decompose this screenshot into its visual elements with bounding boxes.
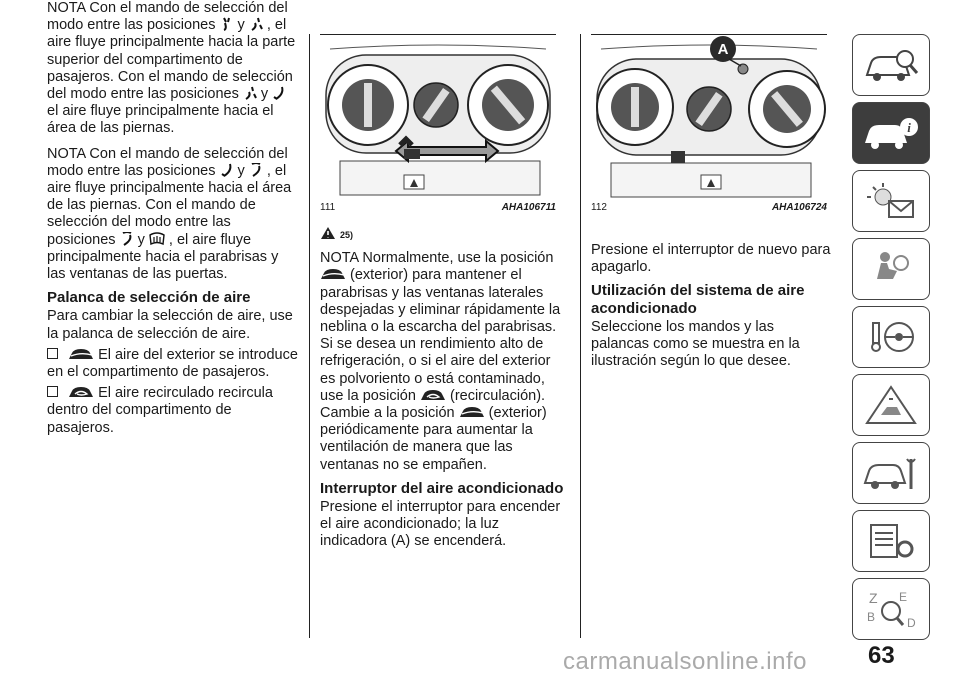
nota-1-text-a: NOTA Con el mando de selección del modo entre las posiciones [47,0,288,34]
sidebar-tab-warning-lights[interactable] [852,170,930,232]
ac-off-text: Presione el interruptor de nuevo para apagarlo. [591,242,831,276]
nota-1-text-b: , el aire fluye principalmente hacia la parte superior del compartimento de pasajeros. Con el mando de selección del modo entre las posiciones [47,17,296,103]
ac-switch-text: Presione el interruptor para encender el aire acondicionado; la luz indicadora (A) se encenderá. [320,499,561,550]
mode-feet-icon [272,86,286,100]
index-az-icon [863,587,919,631]
svg-text:i: i [907,120,911,135]
nota-3-text-d: (exterior) periódicamente para aumentar la ventilación de manera que las ventanas no se empañen. [320,405,547,473]
bullet-recirc-text: El aire recirculado recircula dentro del compartimento de pasajeros. [47,385,273,436]
sidebar-tab-settings-list[interactable] [852,510,930,572]
bullet-recirc-air [47,385,299,437]
car-wrench-icon [863,453,919,493]
climate-panel-ac-illustration [591,35,827,201]
car-search-icon [863,45,919,85]
intro-text: Para cambiar la selección de aire, use la palanca de selección de aire. [47,308,293,342]
climate-panel-illustration [320,35,556,201]
nota-2-text-b: , el aire fluye principalmente hacia el área de las piernas. Con el mando de selección del modo entre las posiciones [47,162,292,248]
column-divider [309,34,310,638]
column-1 [47,0,299,441]
nota-1 [47,0,299,138]
settings-list-icon [863,521,919,561]
column-3 [591,242,831,374]
mode-feet-defrost-icon [120,232,134,246]
y-text: y [137,231,145,248]
mode-face-icon [220,17,234,31]
fresh-air-icon [68,347,94,361]
mode-feet-icon [220,163,234,177]
sidebar-tab-index[interactable] [852,578,930,640]
watermark: carmanualsonline.info [563,648,807,675]
section-heading-ac-switch: Interruptor del aire acondicionado [320,479,564,497]
mode-defrost-icon [149,232,165,246]
callout-a-label: A [717,41,729,58]
sidebar-tab-car-wrench[interactable] [852,442,930,504]
mode-face-feet-icon [243,86,257,100]
warning-ref [320,226,568,244]
sidebar-tab-car-search[interactable] [852,34,930,96]
nota-1-text-c: el aire fluye principalmente hacia el área de las piernas. [47,103,274,137]
nota-3-text-b: (exterior) para mantener el parabrisas y las ventanas laterales despejadas y eliminar rápidamente la neblina o la escarcha del parabrisas. Si se desea un rendimiento alto de refrigeración, o si el aire del exterior es polvoriento o está contaminado, use la posición [320,267,561,404]
mode-face-feet-icon [249,17,263,31]
page-number: 63 [868,642,895,669]
car-info-icon [863,113,919,153]
y-text: y [260,86,269,103]
svg-text:D: D [907,616,916,630]
recirculation-icon [420,388,446,402]
bullet-box [47,386,58,397]
figure-112 [591,34,827,201]
svg-text:Z: Z [869,590,878,606]
bullet-box [47,348,58,359]
bullet-fresh-air-text: El aire del exterior se introduce en el compartimento de pasajeros. [47,346,298,381]
sidebar-tab-car-info[interactable] [852,102,930,164]
warning-ref-number: 25) [340,230,354,240]
figure-code: AHA106724 [771,202,827,213]
fresh-air-icon [459,405,485,419]
fresh-air-icon [320,267,346,281]
nota-2-text-a: NOTA Con el mando de selección del modo entre las posiciones [47,145,288,179]
figure-code: AHA106711 [501,202,556,213]
road-warning-icon [863,385,919,425]
svg-text:E: E [899,590,908,604]
svg-text:B: B [867,610,876,624]
chapter-sidebar [852,34,932,646]
y-text: y [237,17,245,34]
recirculation-icon [68,385,94,399]
nota-2 [47,146,299,284]
section-heading-air-lever: Palanca de selección de aire [47,289,251,307]
bullet-fresh-air [47,347,299,381]
nota-3-text-c: (recirculación). Cambie a la posición [320,387,546,422]
ac-usage-text: Seleccione los mandos y las palancas como se muestra en la ilustración según lo que desee. [591,318,800,370]
y-text: y [237,162,245,179]
nota-3-text-a: NOTA Normalmente, use la posición [320,250,554,267]
column-2 [320,226,568,555]
figure-number: 111 [320,202,336,213]
warning-lights-icon [863,181,919,221]
sidebar-tab-airbag[interactable] [852,238,930,300]
section-heading-ac-usage: Utilización del sistema de aire acondicionado [591,282,805,317]
airbag-icon [863,249,919,289]
nota-3 [320,250,568,474]
figure-111 [320,34,556,201]
nota-2-text-c: , el aire fluye principalmente hacia el parabrisas y las ventanas de las puertas. [47,231,279,283]
column-divider [580,34,581,638]
sidebar-tab-steering-key[interactable] [852,306,930,368]
figure-number: 112 [591,202,607,213]
steering-key-icon [863,317,919,357]
warning-triangle-icon [320,226,336,240]
mode-feet-defrost-icon [249,163,263,177]
sidebar-tab-road-warning[interactable] [852,374,930,436]
